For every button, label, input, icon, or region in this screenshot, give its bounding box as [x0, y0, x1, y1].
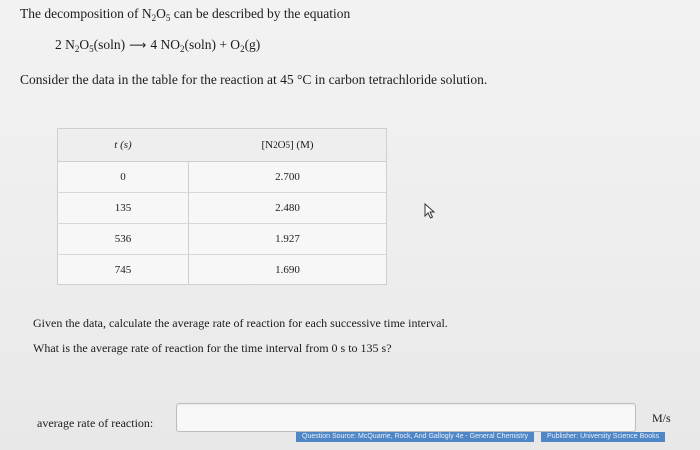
time-cell: 0 — [120, 171, 126, 183]
answer-unit: M/s — [652, 411, 671, 425]
reaction-arrow-icon: ⟶ — [129, 38, 147, 52]
header-concentration: [N 2 O 5 ] (M) — [261, 139, 314, 151]
table-header-row — [58, 129, 386, 162]
table-row — [58, 193, 386, 224]
problem-context: Consider the data in the table for the reaction at 45 °C in carbon tetrachloride solution. — [20, 72, 488, 87]
table-row — [58, 162, 386, 193]
concentration-table — [57, 128, 387, 285]
source-bar — [296, 432, 665, 442]
question-text: What is the average rate of reaction for the time interval from 0 s to 135 s? — [33, 341, 392, 355]
answer-input[interactable] — [176, 403, 636, 432]
reaction-equation: 2 $N_2O_5(soln)$ ⟶ 4 $NO_2(soln) + O_2(g)$ — [55, 37, 261, 54]
problem-intro: The decomposition of $N_2O_5$ can be described by the equation — [20, 6, 351, 23]
mouse-pointer-icon — [423, 203, 437, 219]
table-row — [58, 224, 386, 255]
answer-label: average rate of reaction: — [37, 416, 154, 430]
concentration-cell: 2.700 — [275, 171, 300, 183]
instruction-text: Given the data, calculate the average rate of reaction for each successive time interval. — [33, 316, 448, 330]
table-row — [58, 255, 386, 285]
time-cell: 536 — [114, 233, 132, 245]
question-source-link[interactable]: Question Source: McQuarrie, Rock, And Gallogly 4e - General Chemistry — [296, 432, 534, 442]
time-cell: 135 — [114, 202, 132, 214]
header-time: t (s) — [114, 139, 132, 151]
time-cell: 745 — [114, 264, 132, 276]
concentration-cell: 2.480 — [275, 202, 300, 214]
publisher-link[interactable]: Publisher: University Science Books — [541, 432, 665, 442]
concentration-cell: 1.690 — [275, 264, 300, 276]
concentration-cell: 1.927 — [275, 233, 300, 245]
